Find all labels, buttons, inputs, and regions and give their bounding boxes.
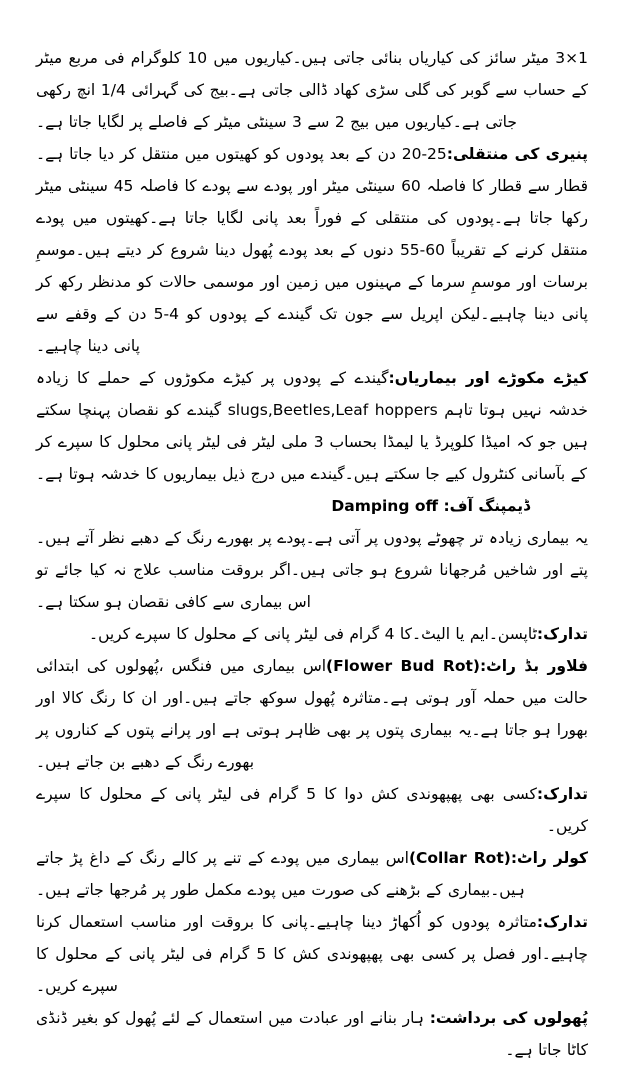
paragraph-text: اس بیماری میں پودے کے تنے پر کالے رنگ کے داغ پڑ جاتے ہیں۔بیماری کے بڑھنے کی صورت میں پودے مکمل طور پر مُرجھا جاتے ہیں۔ bbox=[36, 849, 525, 899]
paragraph-insects-diseases bbox=[36, 362, 588, 490]
paragraph-text: گیندے کے پودوں پر کیڑے مکوڑوں کے حملے کا زیادہ خدشہ نہیں ہوتا تاہم slugs,Beetles,Leaf hoppers گیندے کو نقصان پہنچا سکتے ہیں جو کہ امیڈا کلوپرڈ یا لیمڈا بحساب 3 ملی لیٹر فی لیٹر پانی محلول کا سپرے کر کے بآسانی کنٹرول کیے جا سکتے ہیں۔گیندے میں درج ذیل بیماریوں کا خدشہ ہوتا ہے۔ bbox=[36, 369, 589, 483]
paragraph-bed-preparation bbox=[36, 42, 588, 138]
paragraph-text: 25-20 دن کے بعد پودوں کو کھیتوں میں منتقل کر دیا جاتا ہے۔قطار سے قطار کا فاصلہ 60 سینٹی میٹر اور پودے سے پودے کا فاصلہ 45 سینٹی میٹر رکھا جاتا ہے۔پودوں کی منتقلی کے فوراً بعد پانی لگایا جاتا ہے۔کھیتوں میں پودے منتقل کرنے کے تقریباً 60-55 دنوں کے بعد پودے پُھول دینا شروع کر دیتے ہیں۔موسمِ برسات اور موسمِ سرما کے مہینوں میں زمین اور موسمی حالات کو مدنظر رکھ کر پانی دینا چاہیے۔لیکن اپریل سے جون تک گیندے کے پودوں کو 4-5 دن کے وقفے سے پانی دینا چاہیے۔ bbox=[36, 145, 588, 355]
remedy-label: تدارک: bbox=[536, 913, 588, 931]
paragraph-flower-harvest bbox=[36, 1002, 588, 1066]
section-heading-flower-harvest: پُھولوں کی برداشت: bbox=[429, 1009, 588, 1027]
paragraph-text: کسی بھی پھپھوندی کش دوا کا 5 گرام فی لیٹر پانی کے محلول کا سپرے کریں۔ bbox=[36, 785, 588, 835]
section-heading-collar-rot: کولر راٹ:(Collar Rot) bbox=[408, 849, 588, 867]
paragraph-collar-rot-remedy bbox=[36, 906, 588, 1002]
section-heading-nursery-transplant: پنیری کی منتقلی: bbox=[446, 145, 588, 163]
section-heading-damping-off bbox=[36, 490, 588, 522]
paragraph-text: ‎3×1‎ میٹر سائز کی کیاریاں بنائی جاتی ہیں۔کیاریوں میں 10 کلوگرام فی مربع میٹر کے حساب سے گوبر کی گلی سڑی کھاد ڈالی جاتی ہے۔بیج کی گہرائی 1/4 انچ رکھی جاتی ہے۔کیاریوں میں بیج 2 سے 3 سینٹی میٹر کے فاصلے پر لگایا جاتا ہے۔ bbox=[36, 49, 588, 131]
paragraph-text: ہار بنانے اور عبادت میں استعمال کے لئے پُھول کو بغیر ڈنڈی کاٹا جاتا ہے۔ bbox=[36, 1009, 588, 1059]
paragraph-collar-rot bbox=[36, 842, 588, 906]
paragraph-nursery-transplant bbox=[36, 138, 588, 362]
paragraph-damping-off-remedy bbox=[36, 618, 588, 650]
section-heading-insects-diseases: کیڑے مکوڑے اور بیماریاں: bbox=[388, 369, 589, 387]
paragraph-text: ٹاپسن۔ایم یا الیٹ۔کا 4 گرام فی لیٹر پانی کے محلول کا سپرے کریں۔ bbox=[88, 625, 537, 643]
remedy-label: تدارک: bbox=[536, 785, 588, 803]
section-heading-flower-bud-rot: فلاور بڈ راٹ:(Flower Bud Rot) bbox=[326, 657, 588, 675]
paragraph-text: یہ بیماری زیادہ تر چھوٹے پودوں پر آتی ہے۔پودے پر بھورے رنگ کے دھبے نظر آتے ہیں۔پتے اور شاخیں مُرجھانا شروع ہو جاتی ہیں۔اگر بروقت مناسب علاج نہ کیا جائے تو اس بیماری سے کافی نقصان ہو سکتا ہے۔ bbox=[36, 529, 588, 611]
paragraph-flower-bud-rot-remedy bbox=[36, 778, 588, 842]
paragraph-damping-off-description bbox=[36, 522, 588, 618]
paragraph-text: اس بیماری میں فنگس ،پُھولوں کی ابتدائی حالت میں حملہ آور ہوتی ہے۔متاثرہ پُھول سوکھ جاتے ہیں۔اور ان کا رنگ کالا اور بھورا ہو جاتا ہے۔یہ بیماری پتوں پر بھی ظاہر ہوتی ہے اور پرانے پتوں کے کناروں پر بھورے رنگ کے دھبے بن جاتے ہیں۔ bbox=[36, 657, 588, 771]
paragraph-text: متاثرہ پودوں کو اُکھاڑ دینا چاہیے۔پانی کا بروقت اور مناسب استعمال کرنا چاہیے۔اور فصل پر کسی بھی پھپھوندی کش کا 5 گرام فی لیٹر پانی کے محلول کا سپرے کریں۔ bbox=[36, 913, 588, 995]
remedy-label: تدارک: bbox=[536, 625, 588, 643]
damping-off-heading-english: Damping off bbox=[331, 497, 439, 515]
paragraph-flower-bud-rot bbox=[36, 650, 588, 778]
damping-off-heading-urdu: ڈیمپنگ آف: bbox=[443, 497, 530, 515]
